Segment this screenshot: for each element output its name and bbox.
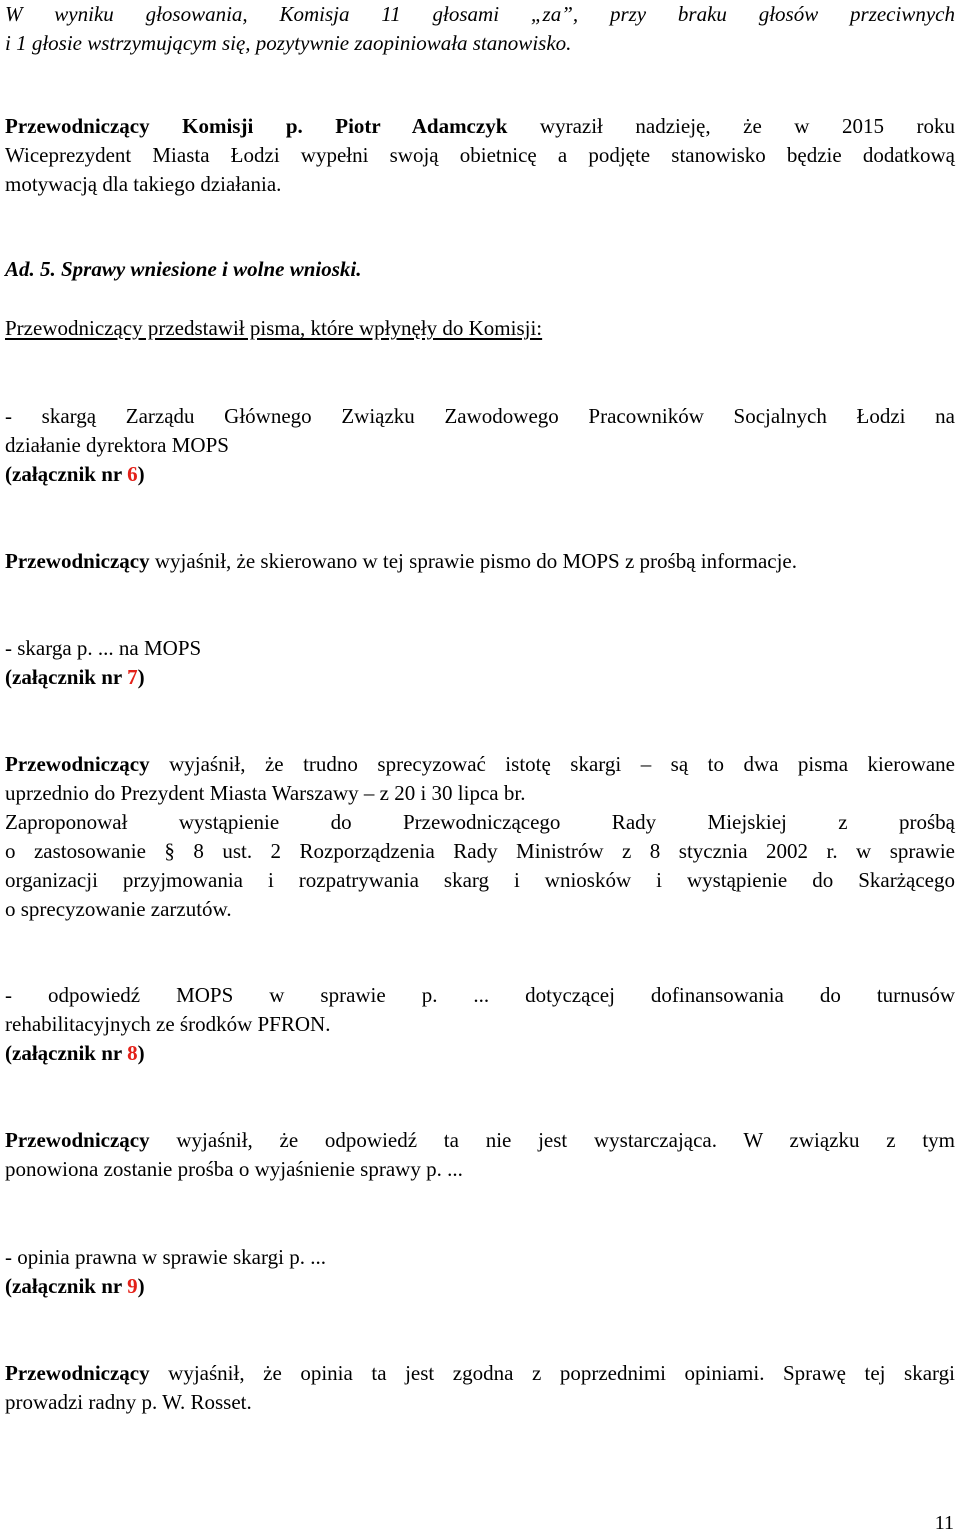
text-line: rehabilitacyjnych ze środków PFRON. — [5, 1012, 331, 1036]
chairman-reply-6 — [5, 547, 955, 576]
text-line: W wyniku głosowania, Komisja 11 głosami „za”, przy braku głosów przeciwnych — [5, 2, 955, 26]
text-line: Przewodniczący Komisji p. Piotr Adamczyk wyraził nadzieję, że w 2015 roku — [5, 114, 955, 138]
chairman-reply-9 — [5, 1359, 955, 1417]
attachment-ref: (załącznik nr 6) — [5, 462, 145, 486]
attachment-ref: (załącznik nr 9) — [5, 1274, 145, 1298]
text-line: - odpowiedź MOPS w sprawie p. ... dotyczącej dofinansowania do turnusów — [5, 983, 955, 1007]
text-line: prowadzi radny p. W. Rosset. — [5, 1390, 252, 1414]
text-line: - skargą Zarządu Głównego Związku Zawodowego Pracowników Socjalnych Łodzi na — [5, 404, 955, 428]
letter-item-8 — [5, 981, 955, 1068]
voting-result-paragraph — [5, 0, 955, 58]
attachment-ref: (załącznik nr 7) — [5, 665, 145, 689]
intro-text: Przewodniczący przedstawił pisma, które wpłynęły do Komisji: — [5, 316, 543, 340]
letter-item-9 — [5, 1243, 955, 1301]
letter-item-6 — [5, 402, 955, 489]
text-line: i 1 głosie wstrzymującym się, pozytywnie zaopiniowała stanowisko. — [5, 31, 572, 55]
letter-item-7 — [5, 634, 955, 692]
text-line: - opinia prawna w sprawie skargi p. ... — [5, 1245, 326, 1269]
text-line: uprzednio do Prezydent Miasta Warszawy – z 20 i 30 lipca br. — [5, 781, 526, 805]
text-line: Przewodniczący wyjaśnił, że odpowiedź ta nie jest wystarczająca. W związku z tym — [5, 1128, 955, 1152]
attachment-ref: (załącznik nr 8) — [5, 1041, 145, 1065]
text-line: Przewodniczący wyjaśnił, że skierowano w tej sprawie pismo do MOPS z prośbą informacje. — [5, 549, 797, 573]
text-line: o zastosowanie § 8 ust. 2 Rozporządzenia Rady Ministrów z 8 stycznia 2002 r. w sprawie — [5, 839, 955, 863]
page-number: 11 — [934, 1512, 954, 1534]
text-line: Przewodniczący wyjaśnił, że trudno sprecyzować istotę skargi – są to dwa pisma kierowane — [5, 752, 955, 776]
text-line: Zaproponował wystąpienie do Przewodniczącego Rady Miejskiej z prośbą — [5, 810, 955, 834]
text-line: o sprecyzowanie zarzutów. — [5, 897, 232, 921]
text-line: Przewodniczący wyjaśnił, że opinia ta jest zgodna z poprzednimi opiniami. Sprawę tej skargi — [5, 1361, 955, 1385]
chairman-hope-paragraph — [5, 112, 955, 199]
text-line: motywacją dla takiego działania. — [5, 172, 282, 196]
chairman-reply-7 — [5, 750, 955, 924]
chairman-name: Przewodniczący Komisji p. Piotr Adamczyk — [5, 114, 508, 138]
text-line: ponowiona zostanie prośba o wyjaśnienie sprawy p. ... — [5, 1157, 463, 1181]
text-line: działanie dyrektora MOPS — [5, 433, 229, 457]
text-line: Wiceprezydent Miasta Łodzi wypełni swoją obietnicę a podjęte stanowisko będzie dodatkową — [5, 143, 955, 167]
text-line: organizacji przyjmowania i rozpatrywania skarg i wniosków i wystąpienie do Skarżącego — [5, 868, 955, 892]
chairman-reply-8 — [5, 1126, 955, 1184]
section-heading: Ad. 5. Sprawy wniesione i wolne wnioski. — [5, 257, 362, 281]
text-line: - skarga p. ... na MOPS — [5, 636, 202, 660]
